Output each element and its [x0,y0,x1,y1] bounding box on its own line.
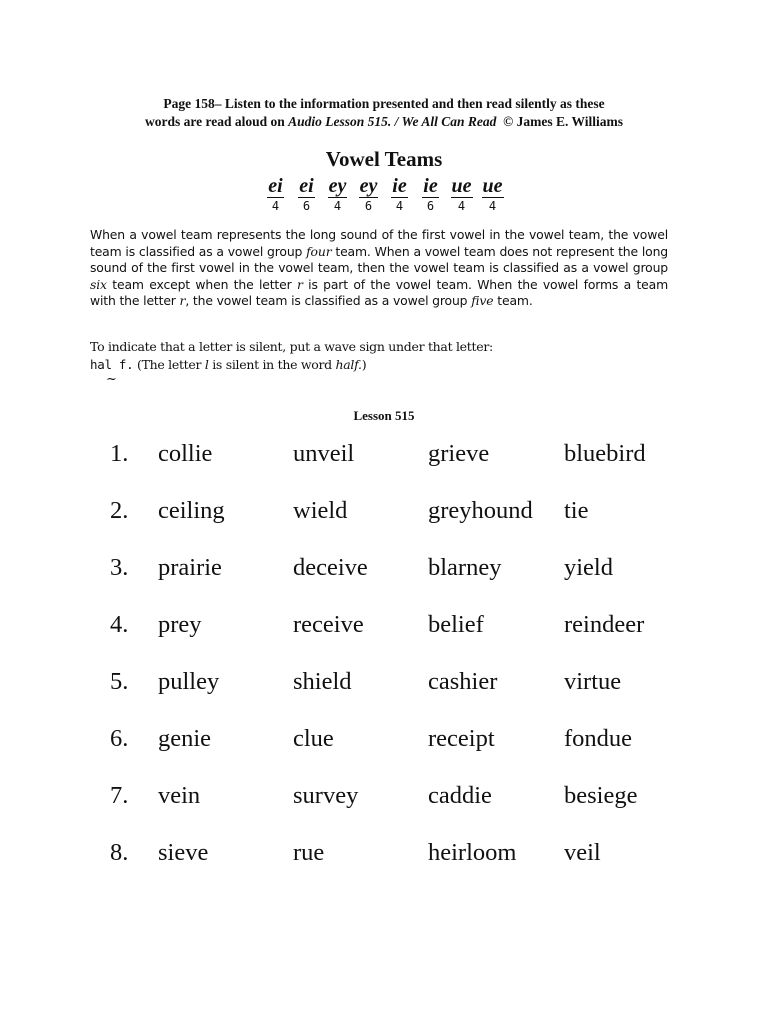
row-number: 4. [110,611,129,638]
vowel-group-number: 6 [364,199,373,213]
copyright-notice: © James E. Williams [496,114,624,129]
paragraph-text: When a vowel team represents the long sound of the first vowel in the vowel team, the vowel team is classified as a vowel group [90,227,668,259]
word: unveil [293,440,355,467]
vowel-team-letters: ie [423,175,438,197]
vowel-group-number: 4 [457,199,466,213]
vowel-team [384,176,415,213]
vowel-team [415,176,446,213]
vowel-team-letters: ey [359,175,378,197]
vowel-team-letters: ue [451,175,472,197]
word: tie [564,497,589,524]
vowel-group-number: 4 [395,199,404,213]
silent-letter-example [90,356,668,374]
header-line-2-prefix: words are read aloud on [144,114,289,129]
paragraph-emphasis: five [471,293,494,308]
header-line-2 [60,113,708,131]
word: bluebird [564,440,646,467]
paragraph-text: team except when the letter [106,276,297,292]
page-header [60,95,708,131]
example-word: hal f. [90,357,134,372]
word: prairie [158,554,222,581]
word: clue [293,725,334,752]
example-text: (The letter [133,357,205,372]
row-number: 6. [110,725,129,752]
vowel-team-letters: ue [482,175,503,197]
vowel-team [353,176,384,213]
vowel-team [322,176,353,213]
wave-sign: ~ [106,372,117,387]
paragraph-text: team. When a vowel team does not represent the long sound of the first vowel in the vowel team, then the vowel team is classified as a vowel group [90,243,668,275]
word: prey [158,611,202,638]
header-line-1: Page 158– Listen to the information presented and then read silently as these [163,96,605,111]
word: vein [158,782,201,809]
page-title: Vowel Teams [325,147,443,171]
word: veil [564,839,601,866]
word: genie [158,725,212,752]
row-number: 5. [110,668,129,695]
lesson-title: Lesson 515 [353,408,415,423]
vowel-team-letters: ei [268,175,283,197]
example-text: ) [361,357,367,372]
word: survey [293,782,359,809]
vowel-team-letters: ei [299,175,314,197]
word: blarney [428,554,502,581]
paragraph-emphasis: six [90,276,107,292]
vowel-team [291,176,322,213]
vowel-team-list [0,176,768,213]
word: heirloom [428,839,517,866]
silent-letter-note [90,338,668,374]
word: reindeer [564,611,645,638]
example-half: half. [335,357,362,372]
explanation-paragraph [90,227,668,310]
vowel-group-number: 4 [271,199,280,213]
word: virtue [564,668,622,695]
word: besiege [564,782,638,809]
row-number: 7. [110,782,129,809]
vowel-team [446,176,477,213]
word: fondue [564,725,633,752]
word: grieve [428,440,490,467]
example-text: is silent in the word [208,357,336,372]
word: greyhound [428,497,533,524]
word: rue [293,839,325,866]
paragraph-emphasis: r [179,293,186,308]
vowel-group-number: 4 [333,199,342,213]
vowel-group-number: 6 [426,199,435,213]
word: collie [158,440,213,467]
paragraph-emphasis: four [306,243,332,259]
vowel-team [260,176,291,213]
vowel-group-number: 4 [488,199,497,213]
word: sieve [158,839,209,866]
word: shield [293,668,352,695]
word: belief [428,611,484,638]
word: cashier [428,668,498,695]
word: pulley [158,668,220,695]
paragraph-text: , the vowel team is classified as a vowel group [185,293,472,308]
word: yield [564,554,613,581]
vowel-team [477,176,508,213]
word: receipt [428,725,495,752]
word: caddie [428,782,492,809]
vowel-team-letters: ie [392,175,407,197]
row-number: 2. [110,497,129,524]
row-number: 1. [110,440,129,467]
row-number: 8. [110,839,129,866]
row-number: 3. [110,554,129,581]
paragraph-text: team. [493,293,533,308]
audio-lesson-reference: Audio Lesson 515. / We All Can Read [288,114,497,129]
word: deceive [293,554,368,581]
word: wield [293,497,348,524]
note-instruction: To indicate that a letter is silent, put a wave sign under that letter: [90,339,493,354]
example-letter: l [204,357,209,372]
paragraph-text: is part of the vowel team. When the vowel forms a team with the letter [90,276,669,308]
vowel-team-letters: ey [328,175,347,197]
paragraph-emphasis: r [296,276,303,292]
word: receive [293,611,364,638]
word: ceiling [158,497,225,524]
vowel-group-number: 6 [302,199,311,213]
